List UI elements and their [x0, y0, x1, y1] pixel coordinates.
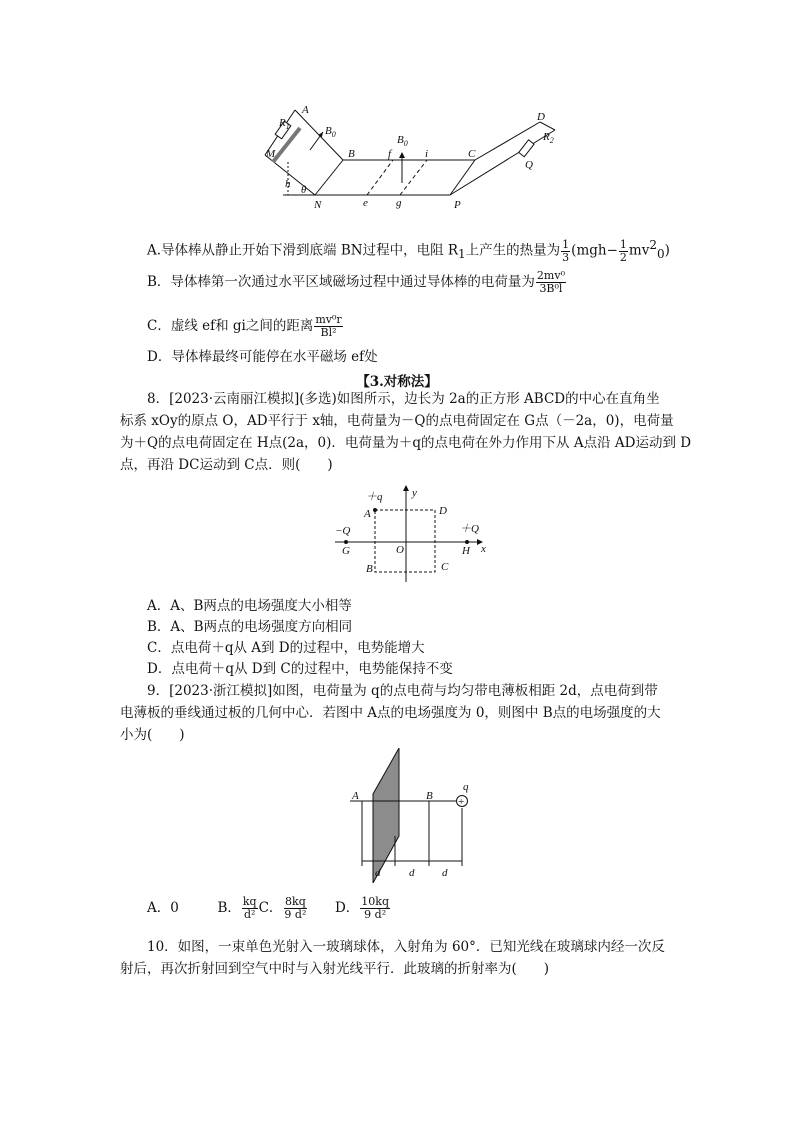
label-plus-big-q: ＋Q	[460, 523, 479, 535]
q9-line-3: 小为( )	[120, 727, 185, 743]
label-h: H	[462, 545, 470, 557]
label-b0-horizontal: $B_0$	[397, 134, 408, 148]
y-axis-arrowhead	[403, 485, 409, 491]
q10-line-1: 10．如图，一束单色光射入一玻璃球体，入射角为 60°．已知光线在玻璃球内经一次反	[147, 939, 665, 955]
label-x: x	[481, 543, 486, 555]
q7-option-b: B．导体棒第一次通过水平区域磁场过程中通过导体棒的电荷量为 $\frac{\text{2mv⁰}}{\text{3B⁰l}}$	[147, 269, 565, 295]
q8-line-3: 为＋Q的点电荷固定在 H点(2a，0)．电荷量为＋q的点电荷在外力作用下从 A点沿 AD运动到 D	[120, 435, 692, 451]
label-n: N	[314, 199, 322, 211]
rail-right-dq	[540, 122, 555, 130]
label-q: q	[463, 781, 469, 793]
label-d: D	[537, 111, 545, 123]
q9-option-c: C． $\frac{8kq}{\text{9 d²}}$	[258, 895, 307, 921]
q9-line-1: 9．[2023·浙江模拟]如图，电荷量为 q的点电荷与均匀带电薄板相距 2d，点电荷到带	[147, 683, 658, 699]
label-plus-q: ＋q	[366, 491, 383, 503]
label-b0-incline: $B_0$	[325, 125, 336, 139]
label-r1: $R_1$	[279, 117, 290, 131]
q9-options	[147, 896, 391, 921]
label-r2: $R_2$	[543, 131, 554, 145]
q8-option-d: D．点电荷＋q从 D到 C的过程中，电势能保持不变	[147, 661, 453, 677]
q7-option-c: C．虚线 ef和 gi之间的距离 $\frac{\text{mv⁰r}}{\text{Bl²}}$	[147, 313, 342, 339]
q9-line-2: 电薄板的垂线通过板的几何中心．若图中 A点的电场强度为 0，则图中 B点的电场强度的大	[120, 705, 661, 721]
label-m: M	[266, 148, 276, 160]
charged-plate-figure	[340, 748, 490, 883]
label-q: Q	[525, 159, 533, 171]
label-b: B	[426, 790, 433, 802]
plus-sign: +	[458, 796, 465, 808]
label-g: G	[342, 545, 350, 557]
q8-line-2: 标系 xOy的原点 O，AD平行于 x轴，电荷量为－Q的点电荷固定在 G点（－2a，0)，电荷量	[120, 413, 674, 429]
label-p: P	[454, 199, 461, 211]
charge-point-g	[344, 540, 348, 544]
section-heading: 【3.对称法】	[356, 374, 438, 390]
label-b: B	[366, 563, 373, 575]
label-d-3: d	[442, 867, 448, 879]
charge-point-a	[373, 508, 377, 512]
label-y: y	[412, 487, 417, 499]
label-g: g	[396, 197, 402, 209]
label-e: e	[363, 197, 368, 209]
boundary-ef	[367, 160, 393, 195]
label-a: A	[302, 104, 309, 116]
label-d-1: d	[375, 867, 381, 879]
square-abcd	[375, 510, 435, 572]
incline-rail-figure	[255, 100, 575, 215]
label-d: D	[439, 505, 447, 517]
label-theta: θ	[301, 184, 307, 196]
label-c: C	[468, 148, 476, 160]
q7-option-d: D．导体棒最终可能停在水平磁场 ef处	[147, 349, 378, 365]
label-i: i	[425, 148, 429, 160]
q9-option-a: A．0	[147, 900, 179, 916]
q9-option-b: B． $\frac{kq}{\text{d²}}$	[217, 895, 257, 921]
rail-bn	[315, 160, 343, 195]
label-o: O	[396, 544, 404, 556]
coordinate-square-figure	[330, 480, 490, 590]
q8-option-c: C．点电荷＋q从 A到 D的过程中，电势能增大	[147, 640, 425, 656]
label-a: A	[352, 790, 359, 802]
q8-line-4: 点，再沿 DC运动到 C点．则( )	[120, 457, 333, 473]
rail-right-bottom	[450, 130, 555, 195]
label-c: C	[441, 561, 449, 573]
boundary-gi	[400, 160, 427, 195]
q10-line-2: 射后，再次折射回到空气中时与入射光线平行．此玻璃的折射率为( )	[120, 961, 550, 977]
q8-line-1: 8．[2023·云南丽江模拟](多选)如图所示，边长为 2a的正方形 ABCD的中心在直角坐	[147, 391, 660, 407]
label-d-2: d	[409, 867, 415, 879]
label-a: A	[364, 508, 371, 520]
label-minus-q: −Q	[335, 525, 351, 537]
rail-right-cp	[450, 160, 475, 195]
label-f: f	[388, 148, 392, 160]
field-arrowhead-horizontal	[399, 152, 405, 158]
label-h: h	[285, 178, 291, 190]
charge-point-h	[465, 540, 469, 544]
resistor-r2	[519, 140, 534, 157]
label-b: B	[348, 148, 355, 160]
q9-option-d: D． $\frac{10kq}{\text{9 d²}}$	[334, 895, 390, 921]
q7-option-a: A.导体棒从静止开始下滑到底端 BN过程中，电阻 $R_1$上产生的热量为 $\frac{1}{3}$ (mgh− $\frac{1}{2}$ $mv^2_0$)	[147, 237, 670, 264]
q8-option-a: A．A、B两点的电场强度大小相等	[147, 598, 352, 614]
q8-option-b: B．A、B两点的电场强度方向相同	[147, 619, 353, 635]
